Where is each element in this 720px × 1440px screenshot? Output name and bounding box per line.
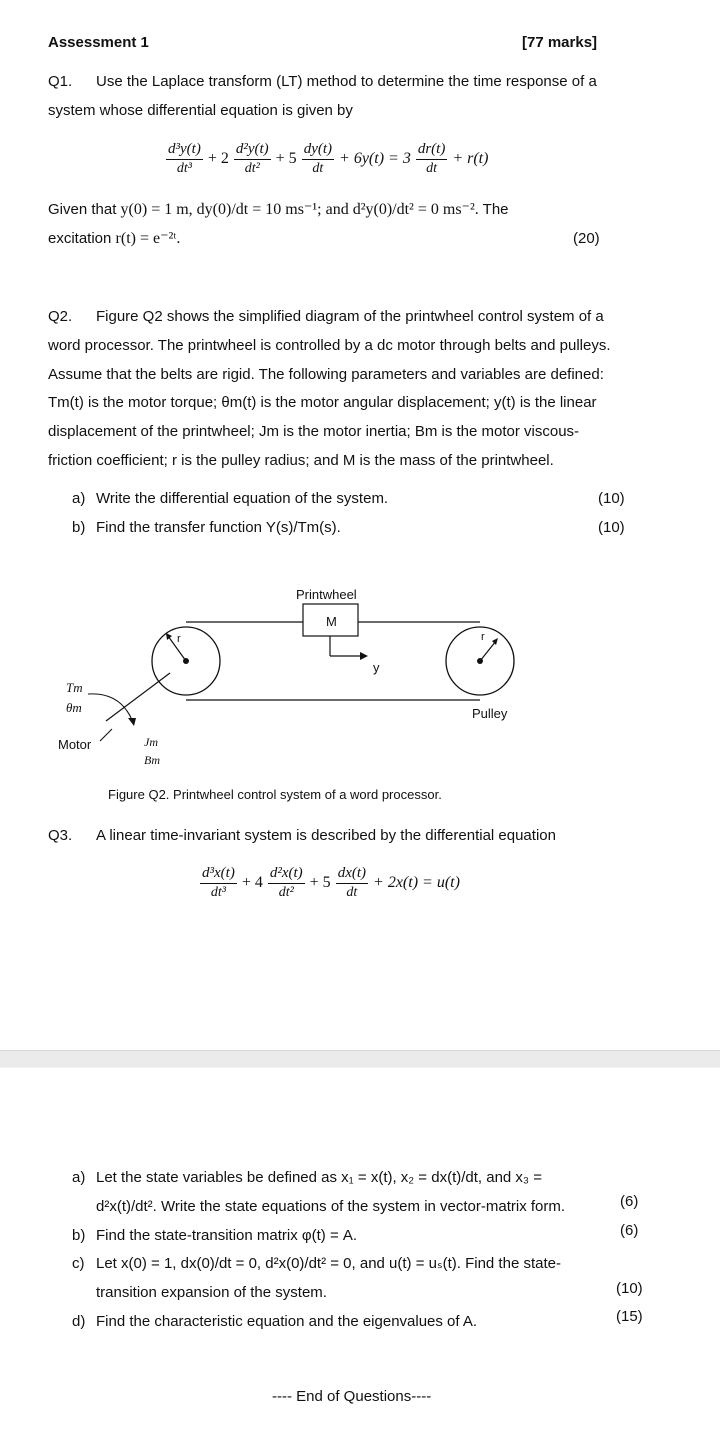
q3-part-a-label: a) [72,1169,86,1186]
mass-label: M [326,614,337,629]
q3-intro-line [48,827,556,844]
q2-block [48,303,658,476]
q2-line-0: Figure Q2 shows the simplified diagram of the printwheel control system of a [96,308,604,325]
printwheel-label: Printwheel [296,587,357,602]
tm-label: Tm [66,680,83,695]
q1-eq-tail: + r(t) [452,149,489,167]
q3-eq-t2-num: d²x(t) [268,864,305,884]
q1-number: Q1. [48,73,73,90]
jm-label: Jm [144,735,158,749]
q3-eq-t3-den: dt [346,885,358,900]
q3-parts [72,1164,565,1337]
q1-eq-t4-den: dt [426,161,437,176]
q1-given-pre: Given that [48,201,121,218]
q3-part-c-marks: (10) [616,1280,643,1297]
q3-eq-t1-den: dt³ [210,885,226,900]
q1-eq-t3-den: dt [312,161,324,176]
figure-caption: Figure Q2. Printwheel control system of a word processor. [108,787,442,802]
q1-eq-t3-num: dy(t) [302,140,334,160]
q2-line-3: Tm(t) is the motor torque; θm(t) is the motor angular displacement; y(t) is the linear [48,394,597,412]
motor-shaft [106,673,170,721]
q3-equation [198,864,463,901]
q1-eq-t1-den: dt³ [176,161,192,176]
q3-part-d-marks: (15) [616,1308,643,1325]
page-break-band [0,1050,720,1068]
q3-eq-t3-num: dx(t) [336,864,368,884]
torque-arrow [128,718,136,726]
q1-given-post: The [478,201,509,218]
q3-number: Q3. [48,827,73,844]
right-r-label: r [481,631,485,643]
q3-eq-tail: + 2x(t) = u(t) [373,873,460,891]
theta-label: θm [66,700,82,715]
q3-eq-t2-den: dt² [278,885,294,900]
q1-eq-t1-num: d³y(t) [166,140,203,160]
q1-block [48,68,648,126]
q1-eq-t2-num: d²y(t) [234,140,271,160]
motor-base-tick [100,729,112,741]
assessment-title: Assessment 1 [48,34,149,51]
left-r-label: r [177,633,181,645]
q3-part-b-line1: Find the state-transition matrix φ(t) = A. [96,1226,358,1244]
q1-eq-op2: + 5 [275,149,297,167]
q1-eq-mid: + 6y(t) = 3 [339,149,411,167]
bm-label: Bm [144,753,160,767]
q2-number: Q2. [48,308,73,325]
q2-line-5: friction coefficient; r is the pulley radius; and M is the mass of the printwheel. [48,451,554,469]
q3-part-c-line2: transition expansion of the system. [96,1284,327,1302]
q3-part-b-label: b) [72,1226,86,1244]
end-of-questions: ---- End of Questions---- [272,1388,432,1405]
q1-line2: system whose differential equation is given by [48,101,353,119]
q2-part-b [72,519,341,536]
y-label: y [373,660,380,675]
q2-line-2: Assume that the belts are rigid. The following parameters and variables are defined: [48,365,604,383]
q2-line-4: displacement of the printwheel; Jm is the motor inertia; Bm is the motor viscous- [48,423,580,441]
q1-marks: (20) [573,230,600,247]
q2-part-b-label: b) [72,519,86,536]
q3-part-b-marks: (6) [620,1222,639,1239]
q2-line-1: word processor. The printwheel is controlled by a dc motor through belts and pulleys. [48,336,611,354]
q3-part-d-label: d) [72,1312,86,1330]
y-arrow-head [360,652,368,660]
q2-part-a [72,490,388,507]
printwheel-diagram [0,580,720,780]
q3-part-c-label: c) [72,1255,85,1273]
q1-given-math: y(0) = 1 m, dy(0)/dt = 10 ms⁻¹; and d²y(0)/dt² = 0 ms⁻². [120,201,479,218]
q1-excitation-math: r(t) = e⁻²ᵗ. [115,229,181,247]
q3-eq-op2: + 5 [309,873,331,891]
q1-eq-t2-den: dt² [244,161,260,176]
q2-part-b-text: Find the transfer function Y(s)/Tm(s). [96,519,341,536]
motor-label: Motor [58,737,92,752]
q1-given [48,196,648,254]
q1-eq-t4-num: dr(t) [416,140,448,160]
pulley-label: Pulley [472,706,508,721]
q3-part-a-line1: Let the state variables be defined as x₁ = x(t), x₂ = dx(t)/dt, and x₃ = [96,1169,542,1186]
q1-excitation-pre: excitation [48,229,116,247]
q3-part-d-line1: Find the characteristic equation and the eigenvalues of A. [96,1312,478,1330]
q2-part-a-text: Write the differential equation of the system. [96,490,389,507]
q1-line1: Use the Laplace transform (LT) method to determine the time response of a [96,73,597,90]
q3-intro: A linear time-invariant system is described by the differential equation [96,827,556,844]
q3-part-c-line1: Let x(0) = 1, dx(0)/dt = 0, d²x(0)/dt² = 0, and u(t) = uₛ(t). Find the state- [96,1255,561,1273]
q3-eq-op1: + 4 [241,873,263,891]
q1-equation [164,140,491,177]
q2-part-b-marks: (10) [598,519,625,536]
q1-eq-op1: + 2 [207,149,229,167]
q3-eq-t1-num: d³x(t) [200,864,237,884]
q3-part-a-line2: d²x(t)/dt². Write the state equations of the system in vector-matrix form. [96,1197,566,1215]
total-marks: [77 marks] [522,34,598,51]
q2-part-a-label: a) [72,490,86,507]
q2-part-a-marks: (10) [598,490,625,507]
q3-part-a-marks: (6) [620,1193,639,1210]
